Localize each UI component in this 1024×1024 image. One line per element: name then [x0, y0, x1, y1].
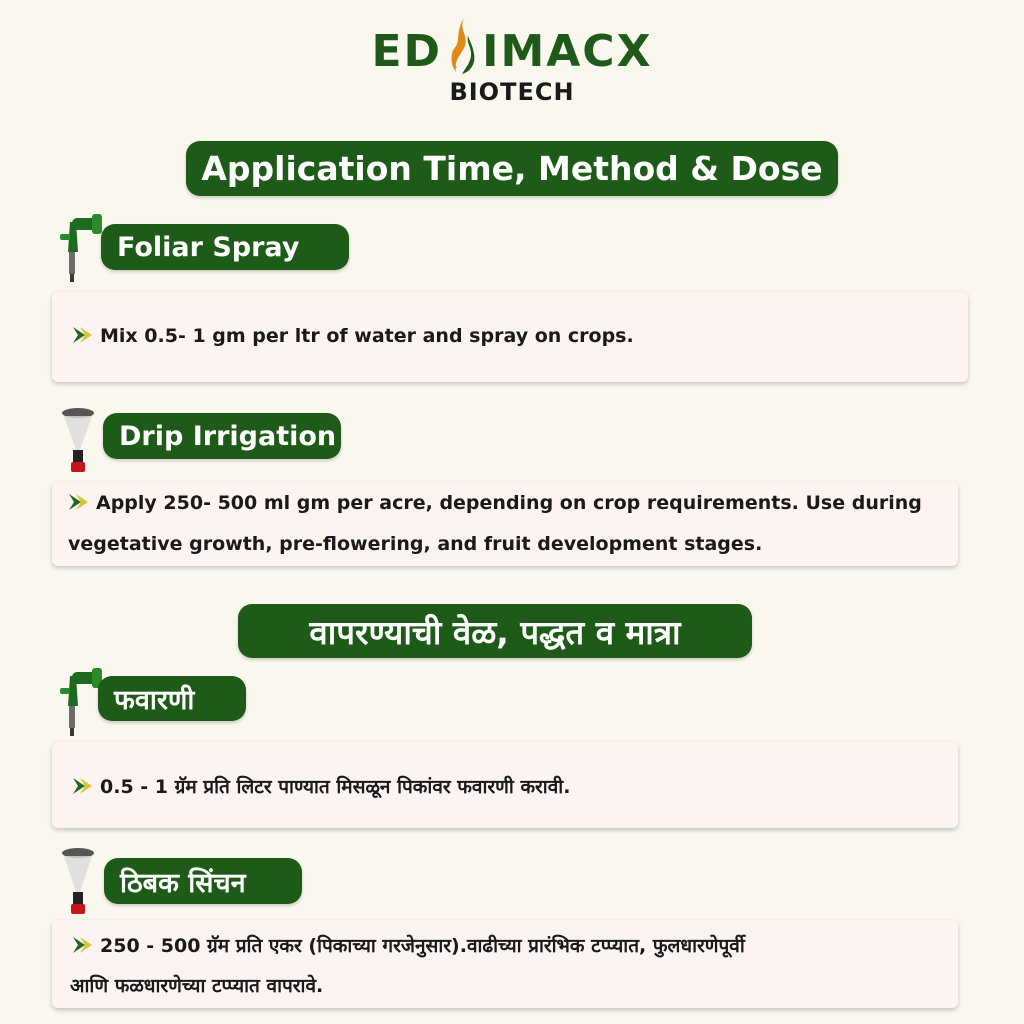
marathi-foliar-line: 0.5 - 1 ग्रॅम प्रति लिटर पाण्यात मिसळून पिकांवर फवारणी करावी. — [70, 773, 570, 799]
brand-logo — [0, 14, 1024, 106]
drip-irrigation-line-1: Apply 250- 500 ml gm per acre, depending on crop requirements. Use during — [66, 492, 922, 514]
arrow-bullet-icon — [66, 493, 90, 511]
foliar-spray-box — [52, 292, 968, 382]
foliar-spray-line: Mix 0.5- 1 gm per ltr of water and spray on crops. — [70, 325, 634, 347]
arrow-bullet-icon — [70, 326, 94, 344]
english-heading-text: Application Time, Method & Dose — [201, 149, 823, 188]
marathi-drip-title: ठिबक सिंचन — [104, 858, 302, 904]
marathi-foliar-box — [52, 742, 958, 828]
flame-logo-icon — [444, 16, 480, 76]
marathi-section-heading — [238, 604, 752, 658]
marathi-drip-box — [52, 920, 958, 1008]
marathi-heading-text: वापरण्याची वेळ, पद्धत व मात्रा — [309, 612, 681, 652]
marathi-drip-line-2: आणि फळधारणेच्या टप्प्यात वापरावे. — [70, 975, 324, 997]
drip-irrigation-box — [52, 482, 958, 566]
logo-text-part1: ED — [371, 26, 443, 77]
spray-gun-icon — [56, 662, 104, 738]
foliar-spray-title: Foliar Spray — [101, 224, 349, 270]
drip-irrigation-line-2: vegetative growth, pre-flowering, and fruit development stages. — [68, 533, 763, 555]
logo-text-part2: IMACX — [482, 26, 653, 77]
spray-gun-icon — [56, 208, 104, 284]
arrow-bullet-icon — [70, 936, 94, 954]
logo-subtitle: BIOTECH — [449, 78, 575, 106]
arrow-bullet-icon — [70, 777, 94, 795]
marathi-foliar-title: फवारणी — [98, 676, 246, 721]
drip-irrigation-title: Drip Irrigation — [103, 413, 341, 459]
logo-wordmark — [371, 14, 652, 76]
marathi-drip-line-1: 250 - 500 ग्रॅम प्रति एकर (पिकाच्या गरजेनुसार).वाढीच्या प्रारंभिक टप्प्यात, फुलधारणेपूर्वी — [70, 932, 745, 958]
drip-sprinkler-icon — [60, 846, 96, 916]
english-section-heading — [186, 141, 838, 196]
drip-sprinkler-icon — [60, 406, 96, 474]
